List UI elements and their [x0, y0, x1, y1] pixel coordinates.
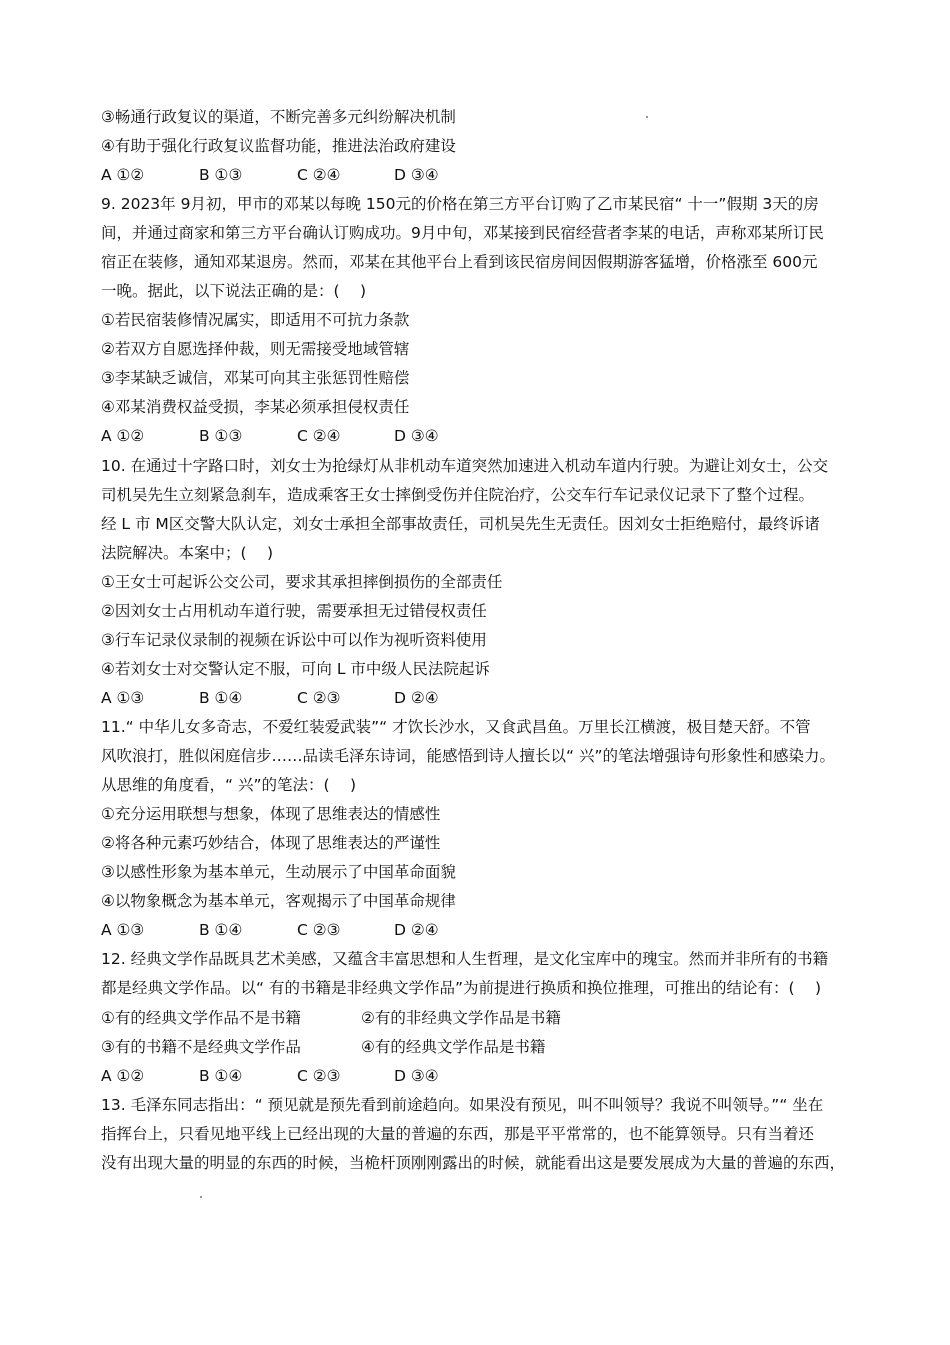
question-11-stem: 11.“ 中华儿女多奇志，不爱红装爱武装”“ 才饮长沙水，又食武昌鱼。万里长江横渡，极目楚天舒。不管	[101, 718, 811, 736]
answer-choice-b: B ①④	[199, 921, 243, 939]
option-line: ①若民宿装修情况属实，即适用不可抗力条款	[101, 311, 410, 329]
question-12-stem: 都是经典文学作品。以“ 有的书籍是非经典文学作品”为前提进行换质和换位推理，可推出的结论有：( )	[101, 979, 822, 997]
option-line: ②因刘女士占用机动车道行驶，需要承担无过错侵权责任	[101, 602, 487, 620]
option-line: ④有助于强化行政复议监督功能，推进法治政府建设	[101, 137, 456, 155]
answer-choice-c: C ②④	[297, 166, 341, 184]
option-line: ②若双方自愿选择仲裁，则无需接受地域管辖	[101, 340, 410, 358]
option-line: ③有的书籍不是经典文学作品	[101, 1038, 301, 1056]
question-13-stem: 指挥台上，只看见地平线上已经出现的大量的普遍的东西，那是平平常常的，也不能算领导。只有当着还	[101, 1125, 815, 1143]
answer-choice-c: C ②④	[297, 427, 341, 445]
option-line: ③行车记录仪录制的视频在诉讼中可以作为视听资料使用	[101, 631, 487, 649]
option-line: ②将各种元素巧妙结合，体现了思维表达的严谨性	[101, 834, 441, 852]
answer-choice-b: B ①④	[199, 1067, 243, 1085]
option-line: ①充分运用联想与想象，体现了思维表达的情感性	[101, 805, 441, 823]
answer-choice-d: D ③④	[394, 427, 439, 445]
option-line: ①有的经典文学作品不是书籍	[101, 1009, 301, 1027]
answer-choice-a: A ①③	[101, 921, 145, 939]
question-13-stem: 没有出现大量的明显的东西的时候，当桅杆顶刚刚露出的时候，就能看出这是要发展成为大量的普遍的东西，	[101, 1154, 846, 1172]
answer-choice-a: A ①②	[101, 166, 145, 184]
option-line: ②有的非经典文学作品是书籍	[361, 1009, 561, 1027]
question-10-stem: 经 L 市 M区交警大队认定，刘女士承担全部事故责任，司机吴先生无责任。因刘女士拒绝赔付，最终诉诸	[101, 515, 820, 533]
answer-choice-d: D ③④	[394, 1067, 439, 1085]
question-9-stem: 9. 2023年 9月初，甲市的邓某以每晚 150元的价格在第三方平台订购了乙市某民宿“ 十一”假期 3天的房	[101, 195, 819, 213]
answer-choice-a: A ①②	[101, 1067, 145, 1085]
option-line: ④若刘女士对交警认定不服，可向 L 市中级人民法院起诉	[101, 660, 490, 678]
question-13-stem: 13. 毛泽东同志指出：“ 预见就是预先看到前途趋向。如果没有预见，叫不叫领导？我说不叫领导。”“ 坐在	[101, 1096, 824, 1114]
question-9-stem: 宿正在装修，通知邓某退房。然而，邓某在其他平台上看到该民宿房间因假期游客猛增，价格涨至 600元	[101, 253, 818, 271]
option-line: ①王女士可起诉公交公司，要求其承担摔倒损伤的全部责任	[101, 573, 503, 591]
answer-choice-a: A ①②	[101, 427, 145, 445]
option-line: ③以感性形象为基本单元，生动展示了中国革命面貌	[101, 863, 456, 881]
scan-speck	[646, 116, 648, 118]
answer-choice-c: C ②③	[297, 921, 341, 939]
answer-choice-d: D ③④	[394, 166, 439, 184]
question-10-stem: 10. 在通过十字路口时，刘女士为抢绿灯从非机动车道突然加速进入机动车道内行驶。为避让刘女士，公交	[101, 457, 829, 475]
option-line: ④以物象概念为基本单元，客观揭示了中国革命规律	[101, 892, 456, 910]
option-line: ③李某缺乏诚信，邓某可向其主张惩罚性赔偿	[101, 369, 410, 387]
answer-choice-d: D ②④	[394, 689, 439, 707]
answer-choice-b: B ①④	[199, 689, 243, 707]
answer-choice-d: D ②④	[394, 921, 439, 939]
question-11-stem: 风吹浪打，胜似闲庭信步……品读毛泽东诗词，能感悟到诗人擅长以“ 兴”的笔法增强诗句形象性和感染力。	[101, 747, 835, 765]
question-10-stem: 法院解决。本案中；( )	[101, 544, 274, 562]
answer-choice-b: B ①③	[199, 166, 243, 184]
option-line: ③畅通行政复议的渠道，不断完善多元纠纷解决机制	[101, 108, 456, 126]
question-10-stem: 司机吴先生立刻紧急刹车，造成乘客王女士摔倒受伤并住院治疗，公交车行车记录仪记录下了整个过程。	[101, 486, 815, 504]
question-11-stem: 从思维的角度看，“ 兴”的笔法：( )	[101, 776, 357, 794]
answer-choice-a: A ①③	[101, 689, 145, 707]
question-9-stem: 间，并通过商家和第三方平台确认订购成功。9月中旬，邓某接到民宿经营者李某的电话，声称邓某所订民	[101, 224, 824, 242]
answer-choice-c: C ②③	[297, 1067, 341, 1085]
option-line: ④有的经典文学作品是书籍	[361, 1038, 546, 1056]
answer-choice-b: B ①③	[199, 427, 243, 445]
answer-choice-c: C ②③	[297, 689, 341, 707]
option-line: ④邓某消费权益受损，李某必须承担侵权责任	[101, 398, 410, 416]
question-9-stem: 一晚。据此，以下说法正确的是：( )	[101, 282, 367, 300]
question-12-stem: 12. 经典文学作品既具艺术美感，又蕴含丰富思想和人生哲理，是文化宝库中的瑰宝。然而并非所有的书籍	[101, 950, 829, 968]
scan-speck	[200, 1196, 202, 1198]
